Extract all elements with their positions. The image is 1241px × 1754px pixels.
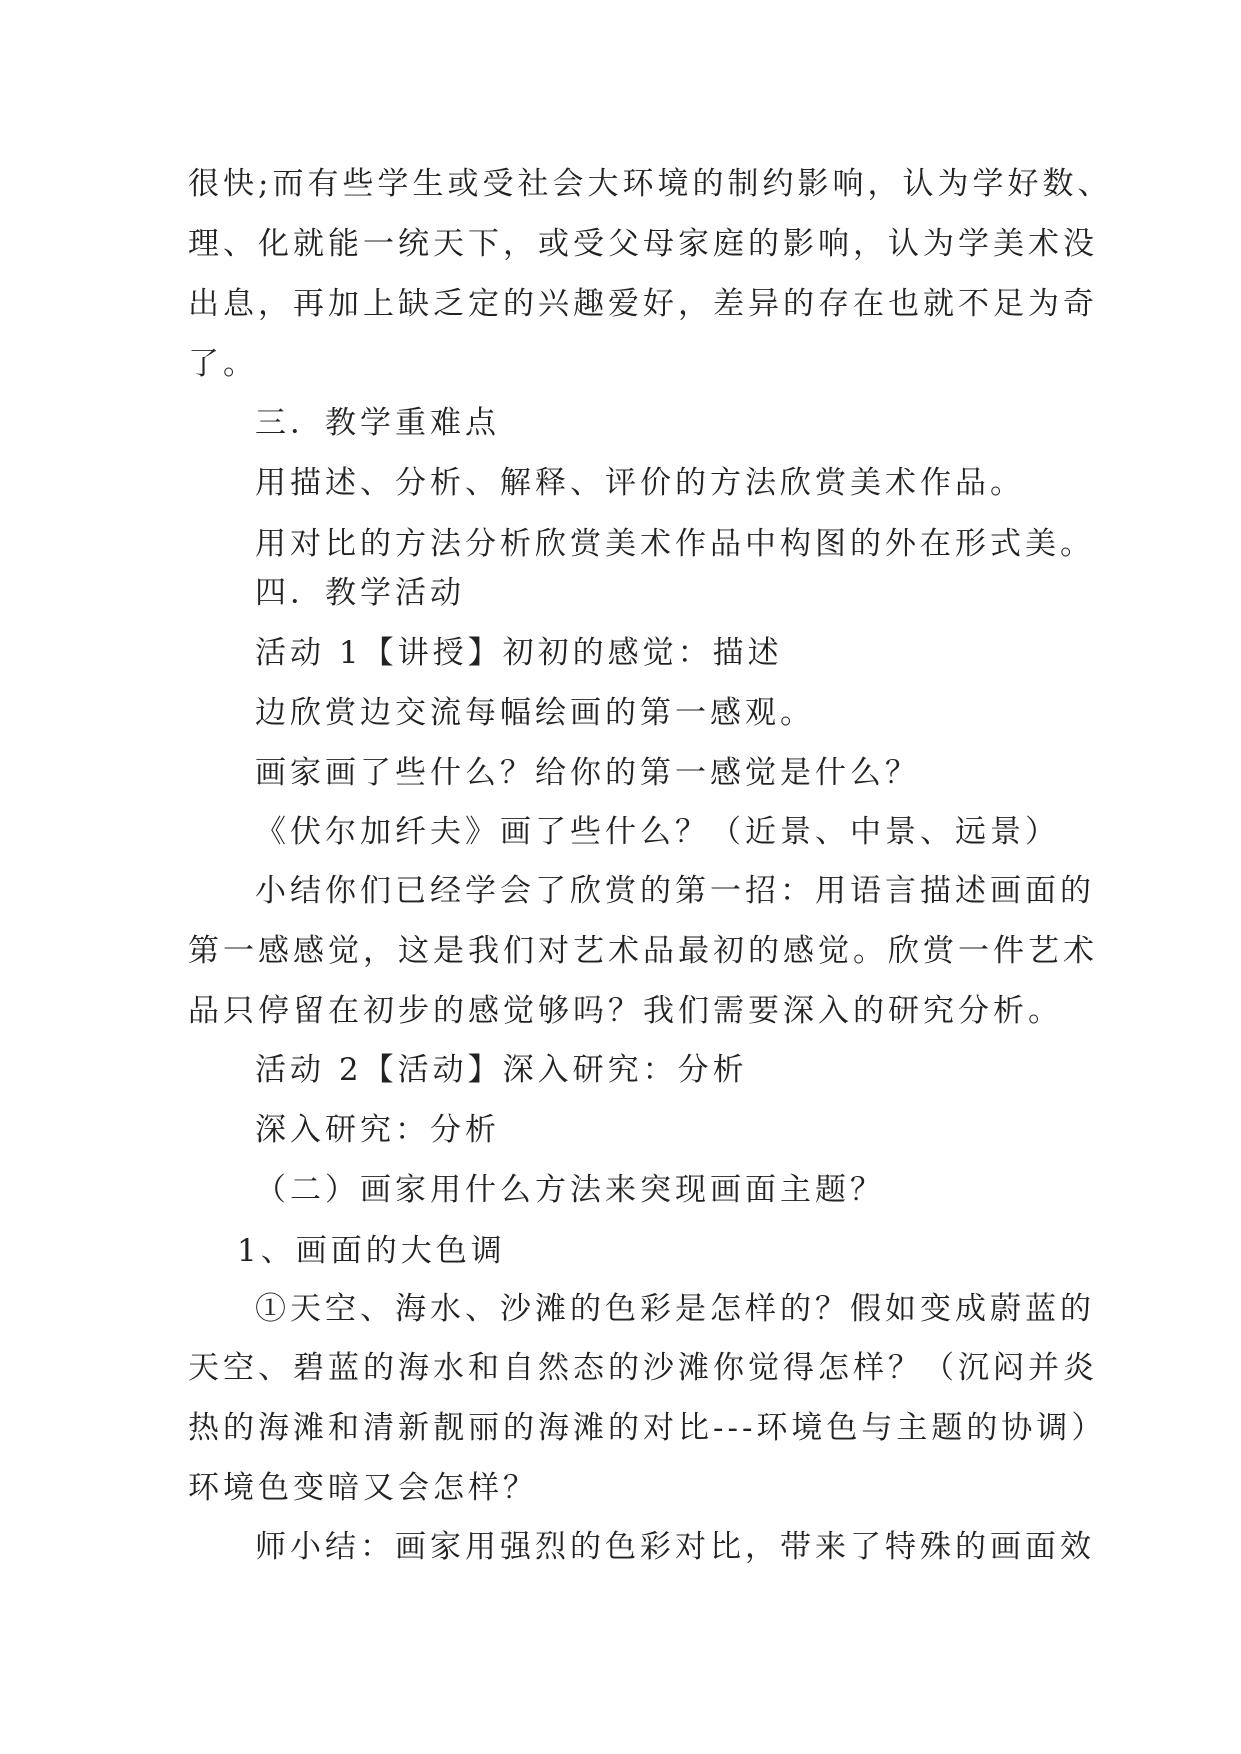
paragraph-line: 小结你们已经学会了欣赏的第一招：用语言描述画面的	[255, 873, 1095, 909]
paragraph-line: 了。	[188, 346, 258, 382]
paragraph-line: 天空、碧蓝的海水和自然态的沙滩你觉得怎样？（沉闷并炎	[188, 1350, 1098, 1386]
paragraph-line: 用描述、分析、解释、评价的方法欣赏美术作品。	[255, 465, 1025, 501]
paragraph-line: 1、画面的大色调	[237, 1233, 506, 1269]
paragraph-line: 第一感感觉，这是我们对艺术品最初的感觉。欣赏一件艺术	[188, 933, 1098, 969]
activity-heading: 活动 2【活动】深入研究：分析	[255, 1052, 748, 1088]
paragraph-line: （二）画家用什么方法来突现画面主题？	[255, 1172, 885, 1208]
paragraph-line: 理、化就能一统天下，或受父母家庭的影响，认为学美术没	[188, 226, 1098, 262]
section-heading: 三．教学重难点	[255, 405, 500, 441]
paragraph-line: 《伏尔加纤夫》画了些什么？（近景、中景、远景）	[255, 814, 1060, 850]
section-heading: 四．教学活动	[255, 575, 465, 611]
paragraph-line: ①天空、海水、沙滩的色彩是怎样的？假如变成蔚蓝的	[255, 1291, 1095, 1327]
paragraph-line: 环境色变暗又会怎样？	[188, 1470, 538, 1506]
paragraph-line: 热的海滩和清新靓丽的海滩的对比---环境色与主题的协调）	[188, 1410, 1107, 1446]
activity-heading: 活动 1【讲授】初初的感觉：描述	[255, 635, 783, 671]
paragraph-line: 师小结：画家用强烈的色彩对比，带来了特殊的画面效	[255, 1529, 1095, 1565]
paragraph-line: 很快;而有些学生或受社会大环境的制约影响，认为学好数、	[188, 166, 1113, 202]
paragraph-line: 深入研究：分析	[255, 1112, 500, 1148]
paragraph-line: 出息，再加上缺乏定的兴趣爱好，差异的存在也就不足为奇	[188, 286, 1098, 322]
paragraph-line: 用对比的方法分析欣赏美术作品中构图的外在形式美。	[255, 526, 1095, 562]
paragraph-line: 边欣赏边交流每幅绘画的第一感观。	[255, 695, 815, 731]
paragraph-line: 品只停留在初步的感觉够吗？我们需要深入的研究分析。	[188, 993, 1063, 1029]
paragraph-line: 画家画了些什么？给你的第一感觉是什么？	[255, 755, 920, 791]
